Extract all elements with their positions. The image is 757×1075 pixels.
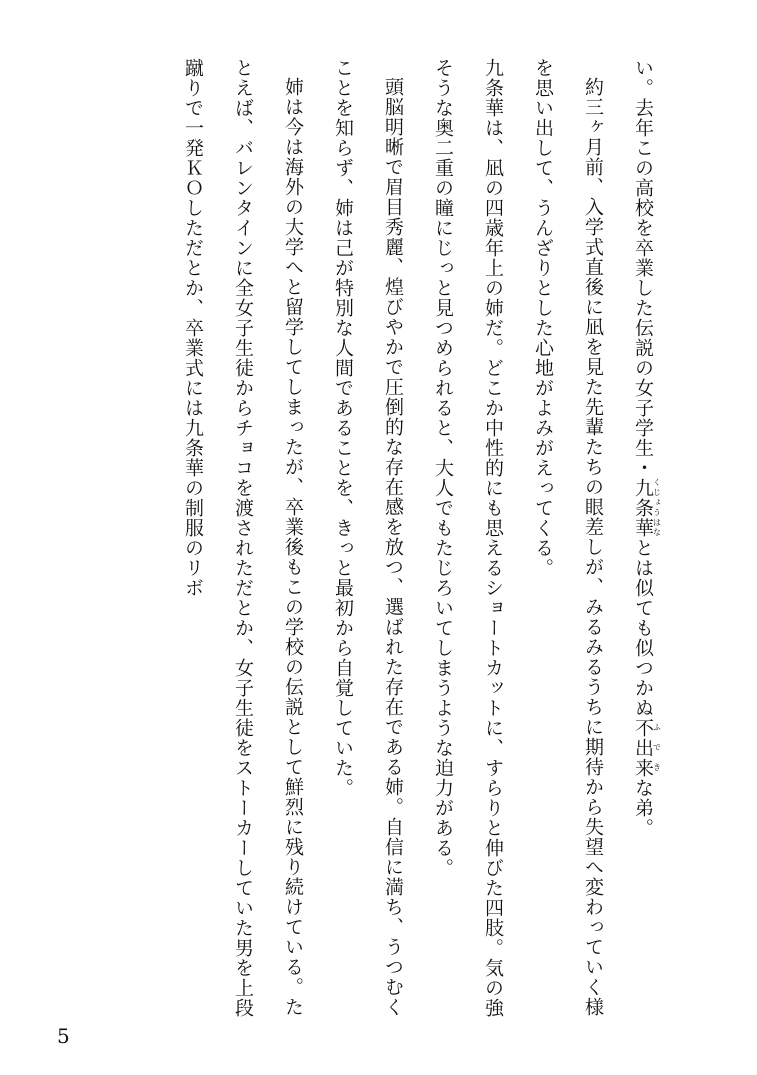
page-number: 5 <box>57 1024 70 1048</box>
ruby-reading: ふでき <box>652 718 662 778</box>
paragraph <box>618 58 668 1018</box>
ruby-base: 九条華 <box>632 478 654 538</box>
text-run: 頭脳明晰で眉目秀麗、煌びやかで圧倒的な存在感を放つ、選ばれた存在である姉。自信に満ち、うつむくことを知らず、姉は己が特別な人間であることを、きっと最初から自覚していた。 <box>332 58 404 1017</box>
text-run: な弟。 <box>632 778 654 838</box>
text-run: 九条華は、凪の四歳年上の姉だ。どこか中性的にも思えるショートカットに、すらりと伸びた四肢。気の強そうな奥二重の瞳にじっと見つめられると、大人でもたじろいてしまうような迫力がある。 <box>432 58 504 1018</box>
text-run: 約三ヶ月前、入学式直後に凪を見た先輩たちの眼差しが、みるみるうちに期待から失望へ変わっていく様を思い出して、うんざりとした心地がよみがえってくる。 <box>532 58 604 1017</box>
ruby-word <box>632 478 662 538</box>
text-run: 姉は今は海外の大学へと留学してしまったが、卒業後もこの学校の伝説として鮮烈に残り続けている。たとえば、バレンタインに全女子生徒からチョコを渡されただとか、女子生徒をストーカーしていた男を上段蹴りで一発ＫＯしただとか、卒業式には九条華の制服のリボ <box>182 58 304 1018</box>
ruby-word <box>632 718 662 778</box>
paragraph <box>318 58 418 1018</box>
paragraph <box>418 58 518 1018</box>
text-run: い。去年この高校を卒業した伝説の女子学生・ <box>632 58 654 478</box>
ruby-reading: くじょうはな <box>652 478 662 538</box>
paragraph <box>168 58 318 1018</box>
text-run: とは似ても似つかぬ <box>632 538 654 718</box>
vertical-text-body <box>70 58 668 1018</box>
paragraph <box>518 58 618 1018</box>
ruby-base: 不出来 <box>632 718 654 778</box>
